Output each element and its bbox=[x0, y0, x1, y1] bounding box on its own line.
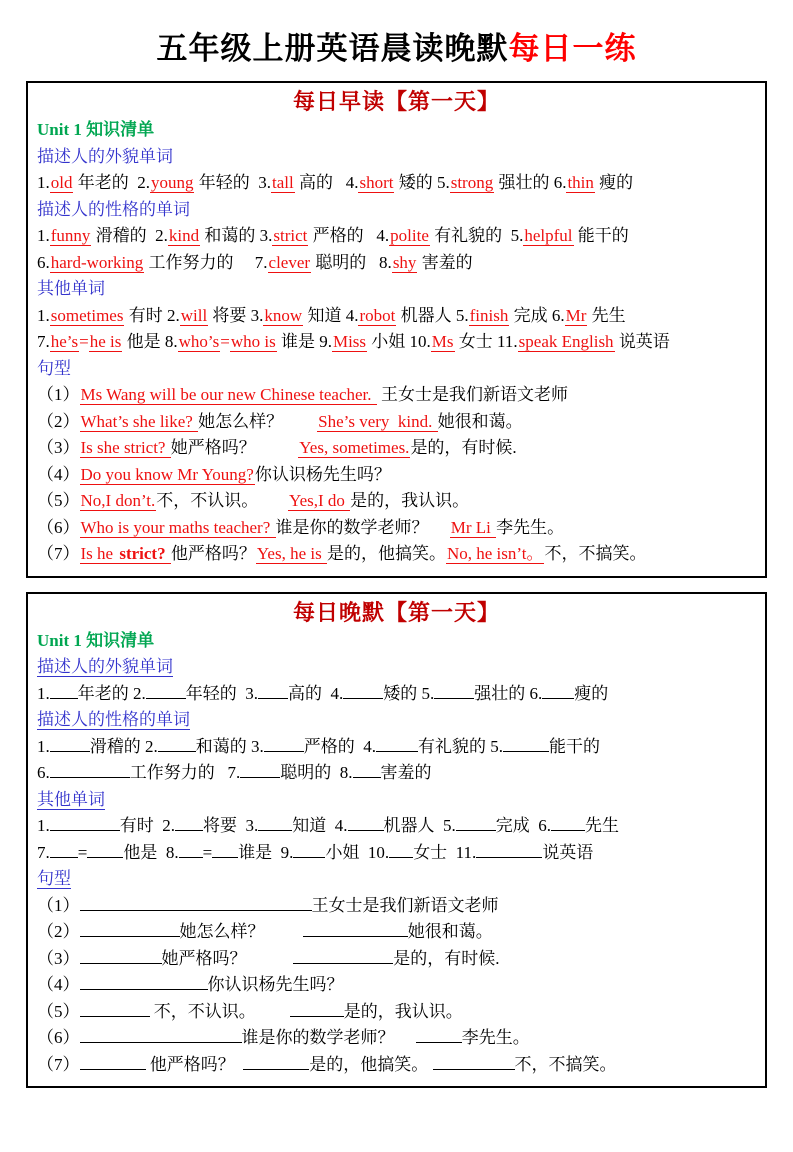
english-term: finish bbox=[469, 305, 509, 325]
text-segment: 他是 8. bbox=[123, 842, 179, 862]
text-segment: 将要 3. bbox=[203, 816, 259, 835]
english-term: Yes,I do bbox=[289, 491, 350, 510]
text-segment: （6） bbox=[37, 517, 80, 537]
page-title-black: 五年级上册英语晨读晚默 bbox=[156, 31, 509, 66]
english-term: Is she strict? bbox=[80, 438, 170, 457]
english-term: Yes, sometimes. bbox=[299, 438, 410, 457]
text-segment: 严格的 4. bbox=[303, 736, 376, 756]
text-segment: （4） bbox=[37, 464, 80, 484]
category-heading: 描述人的性格的单词 bbox=[37, 710, 190, 729]
text-segment: （2） bbox=[37, 922, 80, 941]
text-segment: = bbox=[77, 842, 88, 862]
text-segment: 不，不搞笑。 bbox=[544, 544, 647, 563]
english-term: helpful bbox=[524, 226, 573, 245]
text-segment: 害羞的 bbox=[380, 763, 432, 782]
text-segment: 严格的 4. bbox=[308, 226, 390, 245]
text-line bbox=[37, 813, 756, 840]
english-term: robot bbox=[359, 305, 396, 325]
english-term: he is bbox=[89, 332, 122, 351]
text-segment: （6） bbox=[37, 1028, 80, 1047]
text-segment: 他严格吗？ bbox=[145, 1054, 244, 1074]
text-segment: 有礼貌的 5. bbox=[418, 736, 503, 756]
fill-in-blank bbox=[293, 947, 393, 964]
fill-in-blank bbox=[50, 735, 90, 752]
evening-section-title: 每日晚默【第一天】 bbox=[292, 599, 500, 625]
page-title-red-highlight: 每日一练 bbox=[508, 31, 637, 66]
fill-in-blank bbox=[80, 973, 208, 990]
english-term: Ms Wang will be our new Chinese teacher. bbox=[80, 385, 376, 404]
english-term: Who is your maths teacher? bbox=[80, 517, 275, 537]
text-segment: 完成 6. bbox=[509, 305, 565, 325]
text-line bbox=[37, 972, 756, 999]
text-line bbox=[37, 541, 756, 568]
text-segment: 1. bbox=[37, 816, 50, 835]
text-segment: 1. bbox=[37, 173, 50, 192]
english-symbol: = bbox=[220, 332, 230, 351]
text-segment: 是的，有时候. bbox=[410, 438, 517, 457]
fill-in-blank bbox=[416, 1026, 462, 1043]
text-segment: 年老的 2. bbox=[77, 683, 146, 703]
fill-in-blank bbox=[303, 920, 408, 937]
text-segment: 瘦的 bbox=[574, 683, 609, 703]
text-line bbox=[37, 382, 756, 409]
text-line bbox=[37, 999, 756, 1026]
fill-in-blank bbox=[87, 841, 123, 858]
text-segment: 她严格吗？ bbox=[161, 948, 294, 968]
text-segment: 工作努力的 7. bbox=[144, 252, 268, 272]
text-segment: 不，不认识。 bbox=[156, 491, 289, 510]
text-segment: 强壮的 6. bbox=[474, 683, 543, 703]
english-term: No,I don’t. bbox=[80, 491, 156, 510]
fill-in-blank bbox=[343, 682, 383, 699]
text-segment: 7. bbox=[37, 332, 50, 351]
text-segment: 李先生。 bbox=[496, 517, 565, 537]
text-line bbox=[37, 356, 756, 383]
category-heading: 句型 bbox=[37, 869, 71, 888]
text-line bbox=[37, 946, 756, 973]
text-segment: 说英语 bbox=[542, 842, 594, 862]
english-term: sometimes bbox=[50, 305, 124, 325]
fill-in-blank bbox=[146, 682, 186, 699]
text-segment: 是的，他搞笑。 bbox=[309, 1054, 433, 1074]
english-term: Is he bbox=[80, 544, 118, 563]
category-heading: 其他单词 bbox=[37, 279, 105, 298]
english-term: Do you know Mr Young? bbox=[80, 464, 254, 484]
text-segment: 谁是你的数学老师？ bbox=[275, 517, 450, 537]
evening-dictation-section bbox=[26, 592, 767, 1089]
text-segment: 有时 2. bbox=[124, 305, 180, 325]
text-line bbox=[37, 893, 756, 920]
english-term: hard-working bbox=[50, 252, 144, 272]
category-heading: 描述人的外貌单词 bbox=[37, 146, 173, 166]
fill-in-blank bbox=[376, 735, 418, 752]
text-line bbox=[37, 760, 756, 787]
worksheet-page bbox=[0, 30, 793, 1088]
text-segment: 小姐 10. bbox=[325, 842, 390, 862]
english-term: he’s bbox=[50, 332, 79, 351]
english-term: who’s bbox=[178, 332, 220, 351]
fill-in-blank bbox=[175, 814, 203, 831]
fill-in-blank bbox=[179, 841, 203, 858]
text-segment: 能干的 bbox=[549, 736, 600, 756]
fill-in-blank bbox=[503, 735, 549, 752]
fill-in-blank bbox=[80, 894, 312, 911]
text-segment: 是的，我认识。 bbox=[343, 1001, 463, 1021]
text-segment: 知道 4. bbox=[292, 816, 348, 835]
text-segment: 女士 11. bbox=[413, 842, 477, 862]
fill-in-blank bbox=[158, 735, 196, 752]
text-segment: 年轻的 3. bbox=[194, 173, 271, 192]
fill-in-blank bbox=[240, 761, 280, 778]
fill-in-blank bbox=[80, 947, 162, 964]
text-line bbox=[37, 628, 756, 655]
text-segment: 高的 4. bbox=[288, 683, 344, 703]
text-segment: 7. bbox=[37, 842, 50, 862]
english-term: old bbox=[50, 173, 73, 192]
text-segment: 滑稽的 2. bbox=[91, 226, 168, 245]
fill-in-blank bbox=[542, 682, 574, 699]
text-segment: 你认识杨先生吗？ bbox=[254, 464, 391, 484]
english-term: Ms bbox=[431, 332, 454, 351]
text-segment: 将要 3. bbox=[208, 305, 264, 325]
text-segment: 李先生。 bbox=[461, 1028, 530, 1047]
text-line bbox=[37, 276, 756, 303]
text-segment: 先生 bbox=[587, 305, 626, 325]
text-segment: 高的 4. bbox=[294, 173, 359, 192]
category-heading: 描述人的性格的单词 bbox=[37, 199, 190, 219]
text-segment: 6. bbox=[37, 252, 50, 272]
fill-in-blank bbox=[348, 814, 384, 831]
text-line bbox=[37, 734, 756, 761]
english-term: short bbox=[359, 173, 394, 192]
text-segment: 工作努力的 7. bbox=[129, 763, 241, 782]
text-segment: 有时 2. bbox=[119, 816, 175, 835]
text-segment: 是的，我认识。 bbox=[350, 491, 470, 510]
unit-heading: Unit 1 知识清单 bbox=[37, 120, 155, 139]
text-segment: 1. bbox=[37, 226, 50, 245]
text-segment: 6. bbox=[37, 763, 50, 782]
text-segment: 聪明的 8. bbox=[311, 252, 392, 272]
text-line bbox=[37, 435, 756, 462]
text-segment: 瘦的 bbox=[594, 173, 634, 192]
english-term: What’s she like? bbox=[80, 411, 198, 431]
page-title bbox=[0, 30, 793, 68]
text-segment: 谁是你的数学老师？ bbox=[241, 1028, 416, 1047]
text-segment: 和蔼的 3. bbox=[195, 736, 264, 756]
english-term: tall bbox=[271, 173, 294, 192]
morning-reading-section bbox=[26, 81, 767, 578]
text-segment: （5） bbox=[37, 491, 80, 510]
category-heading: 其他单词 bbox=[37, 789, 105, 809]
text-line bbox=[37, 197, 756, 224]
fill-in-blank bbox=[290, 1000, 344, 1017]
text-segment: （5） bbox=[37, 1001, 80, 1021]
text-segment: 矮的 5. bbox=[394, 173, 450, 192]
fill-in-blank bbox=[212, 841, 238, 858]
text-segment: 害羞的 bbox=[417, 252, 473, 272]
english-term: kind bbox=[168, 226, 200, 245]
text-segment: （7） bbox=[37, 1054, 80, 1074]
text-segment: （7） bbox=[37, 544, 80, 563]
text-segment: 1. bbox=[37, 736, 50, 756]
english-term: Mr Li bbox=[450, 517, 496, 537]
english-term: strong bbox=[450, 173, 494, 192]
text-segment: 年老的 2. bbox=[73, 173, 150, 192]
text-line bbox=[37, 919, 756, 946]
text-segment: 1. bbox=[37, 305, 50, 325]
text-segment: 她严格吗？ bbox=[170, 438, 299, 457]
english-term: will bbox=[180, 305, 208, 325]
text-segment: 知道 4. bbox=[303, 305, 359, 325]
text-line bbox=[37, 707, 756, 734]
fill-in-blank bbox=[293, 841, 325, 858]
text-line bbox=[37, 1025, 756, 1052]
fill-in-blank bbox=[80, 920, 180, 937]
text-segment: 不，不搞笑。 bbox=[514, 1054, 617, 1074]
text-line bbox=[37, 681, 756, 708]
text-segment: 能干的 bbox=[573, 226, 629, 245]
text-segment: = bbox=[202, 842, 213, 862]
fill-in-blank bbox=[80, 1053, 146, 1070]
text-segment: 谁是 9. bbox=[276, 332, 332, 351]
text-segment: 1. bbox=[37, 683, 50, 703]
text-segment: 滑稽的 2. bbox=[89, 736, 158, 756]
fill-in-blank bbox=[456, 814, 496, 831]
text-segment: 矮的 5. bbox=[383, 683, 435, 703]
fill-in-blank bbox=[353, 761, 381, 778]
text-segment: 说英语 bbox=[614, 332, 670, 351]
text-segment: 女士 11. bbox=[454, 332, 518, 351]
text-line bbox=[37, 866, 756, 893]
english-term: thin bbox=[567, 173, 594, 192]
fill-in-blank bbox=[243, 1053, 309, 1070]
fill-in-blank bbox=[50, 814, 120, 831]
english-term: funny bbox=[50, 226, 91, 245]
text-segment: 她很和蔼。 bbox=[407, 922, 493, 941]
english-term: clever bbox=[268, 252, 311, 272]
text-segment: （4） bbox=[37, 975, 80, 994]
text-segment: 有礼貌的 5. bbox=[429, 226, 524, 245]
morning-section-body bbox=[37, 117, 756, 568]
text-segment: 年轻的 3. bbox=[185, 683, 258, 703]
text-segment: （1） bbox=[37, 385, 80, 404]
text-line bbox=[37, 515, 756, 542]
fill-in-blank bbox=[389, 841, 413, 858]
text-segment: 不，不认识。 bbox=[149, 1001, 290, 1021]
text-line bbox=[37, 488, 756, 515]
text-segment: 是的，他搞笑。 bbox=[326, 544, 446, 563]
text-segment: 你认识杨先生吗？ bbox=[207, 975, 344, 994]
text-segment: （3） bbox=[37, 438, 80, 457]
text-segment: 他严格吗？ bbox=[170, 544, 256, 563]
english-term: Miss bbox=[332, 332, 367, 351]
fill-in-blank bbox=[80, 1000, 150, 1017]
text-line bbox=[37, 409, 756, 436]
english-term: know bbox=[264, 305, 303, 325]
text-segment: 先生 bbox=[585, 816, 619, 835]
text-segment: 和蔼的 3. bbox=[200, 226, 273, 245]
text-line bbox=[37, 117, 756, 144]
text-segment: 谁是 9. bbox=[238, 842, 294, 862]
text-line bbox=[37, 462, 756, 489]
category-heading: 句型 bbox=[37, 358, 71, 378]
text-line bbox=[37, 787, 756, 814]
english-term: She’s very kind. bbox=[318, 411, 437, 431]
text-segment: 王女士是我们新语文老师 bbox=[311, 895, 499, 915]
fill-in-blank bbox=[476, 841, 542, 858]
morning-section-title: 每日早读【第一天】 bbox=[292, 89, 500, 114]
text-segment: 强壮的 6. bbox=[494, 173, 567, 192]
text-segment: 小姐 10. bbox=[367, 332, 431, 351]
english-symbol: = bbox=[79, 332, 89, 351]
text-segment: 她很和蔼。 bbox=[437, 411, 523, 431]
text-segment: 聪明的 8. bbox=[280, 763, 353, 782]
category-heading: 描述人的外貌单词 bbox=[37, 657, 173, 676]
fill-in-blank bbox=[434, 682, 474, 699]
text-segment: （3） bbox=[37, 948, 80, 968]
text-segment: 她怎么样？ bbox=[198, 411, 318, 431]
fill-in-blank bbox=[551, 814, 585, 831]
english-term: who is bbox=[230, 332, 276, 351]
english-term: shy bbox=[392, 252, 417, 272]
fill-in-blank bbox=[258, 682, 288, 699]
text-line bbox=[37, 170, 756, 197]
text-segment: （2） bbox=[37, 411, 80, 431]
text-line bbox=[37, 223, 756, 250]
text-line bbox=[37, 144, 756, 171]
text-segment: 他是 8. bbox=[122, 332, 178, 351]
text-segment: （1） bbox=[37, 895, 80, 915]
text-segment: 王女士是我们新语文老师 bbox=[376, 385, 569, 404]
fill-in-blank bbox=[433, 1053, 515, 1070]
evening-section-body bbox=[37, 628, 756, 1079]
text-segment: 机器人 5. bbox=[383, 816, 456, 835]
fill-in-blank bbox=[50, 682, 78, 699]
english-term: speak English bbox=[518, 332, 614, 351]
english-term: strict bbox=[273, 226, 308, 245]
unit-heading: Unit 1 知识清单 bbox=[37, 630, 155, 650]
fill-in-blank bbox=[258, 814, 292, 831]
text-segment: 完成 6. bbox=[495, 816, 551, 835]
english-term: Yes, he is bbox=[256, 544, 326, 563]
text-segment: 是的，有时候. bbox=[393, 948, 500, 968]
english-term: polite bbox=[390, 226, 429, 245]
text-segment: 她怎么样？ bbox=[179, 922, 303, 941]
fill-in-blank bbox=[80, 1026, 242, 1043]
text-segment: 机器人 5. bbox=[396, 305, 469, 325]
text-line bbox=[37, 840, 756, 867]
fill-in-blank bbox=[264, 735, 304, 752]
fill-in-blank bbox=[50, 761, 130, 778]
text-line bbox=[37, 303, 756, 330]
english-term: Mr bbox=[565, 305, 587, 325]
text-line bbox=[37, 654, 756, 681]
english-term: No, he isn’t。 bbox=[446, 544, 544, 563]
text-line bbox=[37, 1052, 756, 1079]
fill-in-blank bbox=[50, 841, 78, 858]
text-line bbox=[37, 329, 756, 356]
english-term-bold: strict? bbox=[119, 544, 170, 563]
text-line bbox=[37, 250, 756, 277]
english-term: young bbox=[150, 173, 194, 192]
